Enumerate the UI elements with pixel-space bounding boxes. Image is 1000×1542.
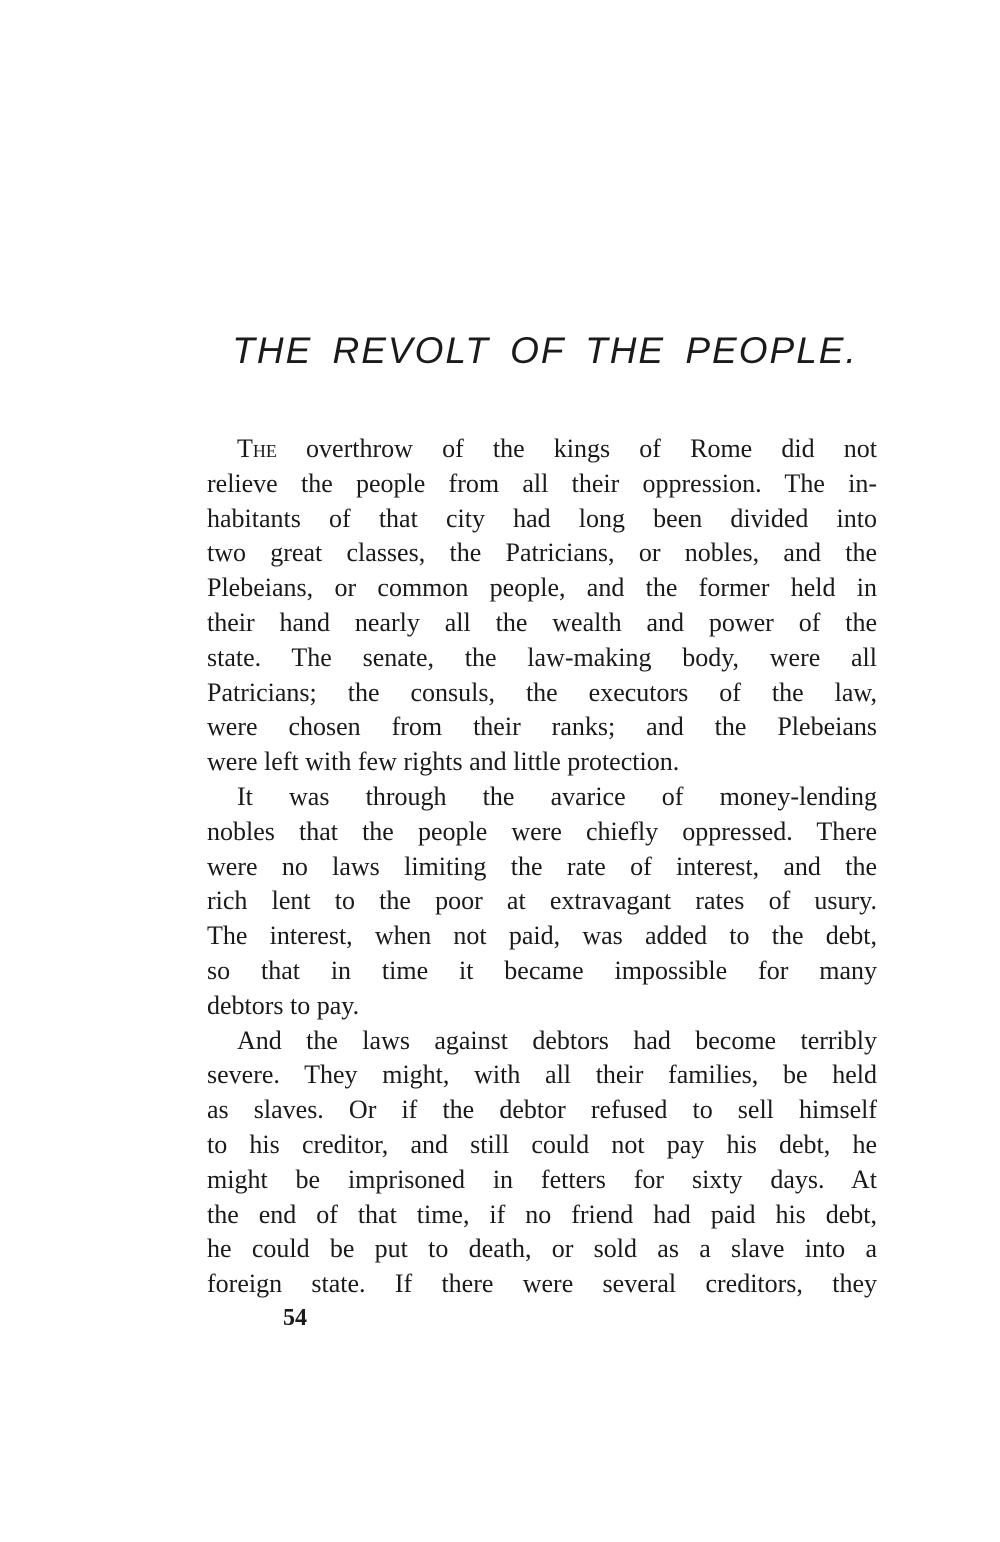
page-number: 54 <box>283 1305 307 1331</box>
text-line: rich lent to the poor at extravagant rates of usury. <box>207 886 877 916</box>
text-line: the end of that time, if no friend had paid his debt, <box>207 1199 877 1229</box>
text-line: And the laws against debtors had become terribly <box>237 1025 877 1055</box>
text-line: state. The senate, the law-making body, were all <box>207 642 877 672</box>
text-line: were chosen from their ranks; and the Plebeians <box>207 712 877 742</box>
text-line: The interest, when not paid, was added to the debt, <box>207 921 877 951</box>
text-line: debtors to pay. <box>207 990 360 1020</box>
text-line: as slaves. Or if the debtor refused to sell himself <box>207 1095 877 1125</box>
text-line: their hand nearly all the wealth and power of the <box>207 607 877 637</box>
text-line: severe. They might, with all their families, be held <box>207 1060 877 1090</box>
text-line: were no laws limiting the rate of interest, and the <box>207 851 877 881</box>
text-line: Plebeians, or common people, and the former held in <box>207 573 877 603</box>
text-line: two great classes, the Patricians, or nobles, and the <box>207 538 877 568</box>
text-line: It was through the avarice of money-lending <box>237 781 877 811</box>
text-line: habitants of that city had long been divided into <box>207 503 877 533</box>
body-text <box>207 432 877 1302</box>
text-line: nobles that the people were chiefly oppressed. There <box>207 816 877 846</box>
chapter-title: THE REVOLT OF THE PEOPLE. <box>232 330 858 371</box>
opening-word: The <box>237 434 277 463</box>
text-line: relieve the people from all their oppression. The in- <box>207 468 877 498</box>
text-line: to his creditor, and still could not pay his debt, he <box>207 1129 877 1159</box>
text-line: The overthrow of the kings of Rome did not <box>237 434 877 463</box>
text-line: were left with few rights and little protection. <box>207 747 680 777</box>
text-line: Patricians; the consuls, the executors of the law, <box>207 677 877 707</box>
text-line: so that in time it became impossible for many <box>207 955 877 985</box>
text-line: foreign state. If there were several creditors, they <box>207 1269 877 1299</box>
text-line: might be imprisoned in fetters for sixty days. At <box>207 1164 877 1194</box>
text-line: he could be put to death, or sold as a slave into a <box>207 1234 877 1264</box>
